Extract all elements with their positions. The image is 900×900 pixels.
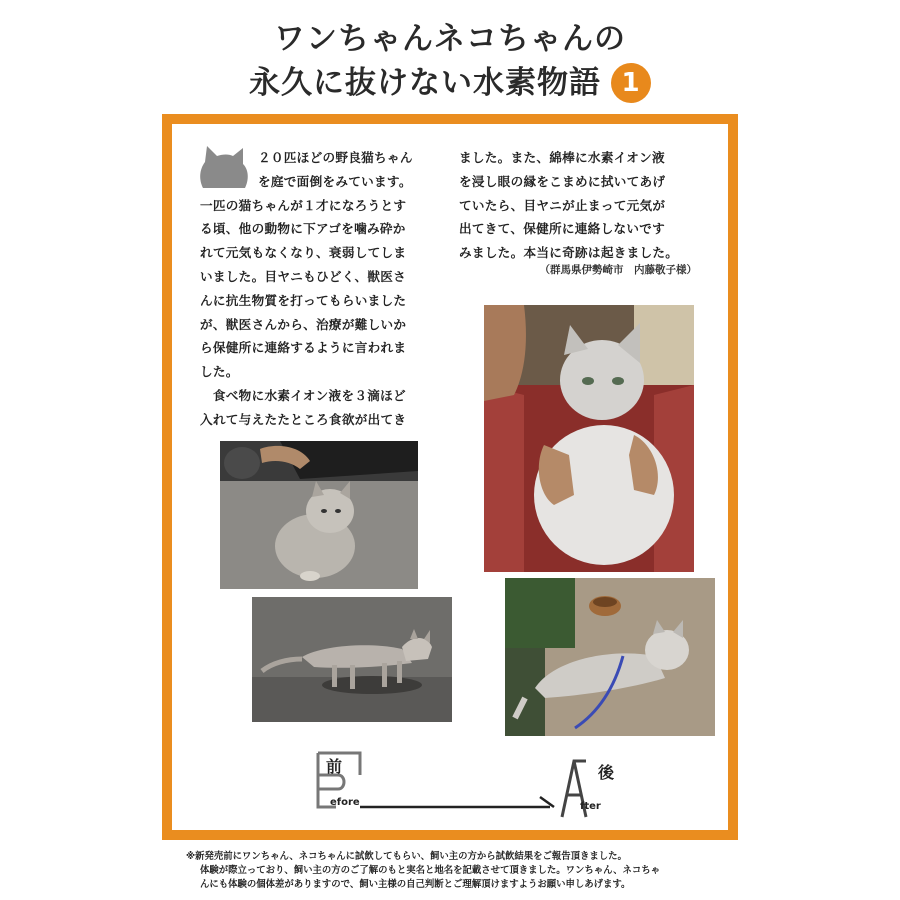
photo-before-cat-walking: [252, 597, 452, 722]
page-title: [0, 18, 900, 106]
story-line: る頃、他の動物に下アゴを噛み砕か: [200, 221, 406, 237]
footnote-line: 体験が際立っており、飼い主の方のご了解のもと実名と地名を記載させて頂きました。ワンちゃん、ネコちゃ: [200, 865, 660, 876]
story-line: した。: [200, 364, 239, 380]
after-word: fter: [580, 801, 601, 812]
story-line: ていたら、目ヤニが止まって元気が: [459, 197, 666, 213]
title-line-2-text: 永久に抜けない水素物語: [249, 65, 601, 101]
story-line: ２０匹ほどの野良猫ちゃん: [258, 150, 413, 165]
story-line: れて元気もなくなり、衰弱してしま: [200, 245, 407, 261]
story-line: んに抗生物質を打ってもらいました: [200, 292, 407, 308]
story-line: が、獣医さんから、治療が難しいか: [200, 316, 407, 332]
story-line: ました。また、綿棒に水素イオン液: [459, 150, 665, 165]
story-line: いました。目ヤニもひどく、獣医さ: [200, 268, 407, 284]
before-kanji: 前: [326, 757, 343, 776]
before-word: efore: [330, 797, 360, 808]
story-line: みました。本当に奇跡は起きました。: [459, 245, 679, 261]
testimonial-credit: （群馬県伊勢崎市 内藤敬子様）: [539, 264, 697, 276]
story-line: ら保健所に連絡するように言われま: [200, 340, 407, 356]
story-line: を浸し眼の縁をこまめに拭いてあげ: [459, 173, 666, 189]
after-kanji: 後: [598, 763, 615, 782]
episode-number-badge: 1: [611, 63, 651, 103]
photo-after-cat-lying: [505, 578, 715, 736]
disclaimer-footnote: [186, 850, 726, 892]
story-line: 入れて与えたたところ食欲が出てき: [200, 411, 407, 427]
footnote-line: ※新発売前にワンちゃん、ネコちゃんに試飲してもらい、飼い主の方から試飲結果をご報告頂きました。: [186, 851, 627, 862]
story-text-left: [200, 146, 438, 432]
story-line: を庭で面倒をみています。: [258, 173, 412, 189]
title-line-2: [249, 60, 651, 106]
story-text-right: [459, 146, 699, 265]
title-line-1: ワンちゃんネコちゃんの: [274, 21, 626, 57]
story-line: 出てきて、保健所に連絡しないです: [459, 221, 666, 237]
story-line: 一匹の猫ちゃんが１才になろうとす: [200, 197, 407, 213]
story-line: 食べ物に水素イオン液を３滴ほど: [200, 387, 406, 403]
photo-after-cat-held: [484, 305, 694, 572]
photo-before-cat-sick: [220, 441, 418, 589]
footnote-line: んにも体験の個体差がありますので、飼い主様の自己判断とご理解頂けますようお願い申しあげます。: [200, 879, 631, 890]
